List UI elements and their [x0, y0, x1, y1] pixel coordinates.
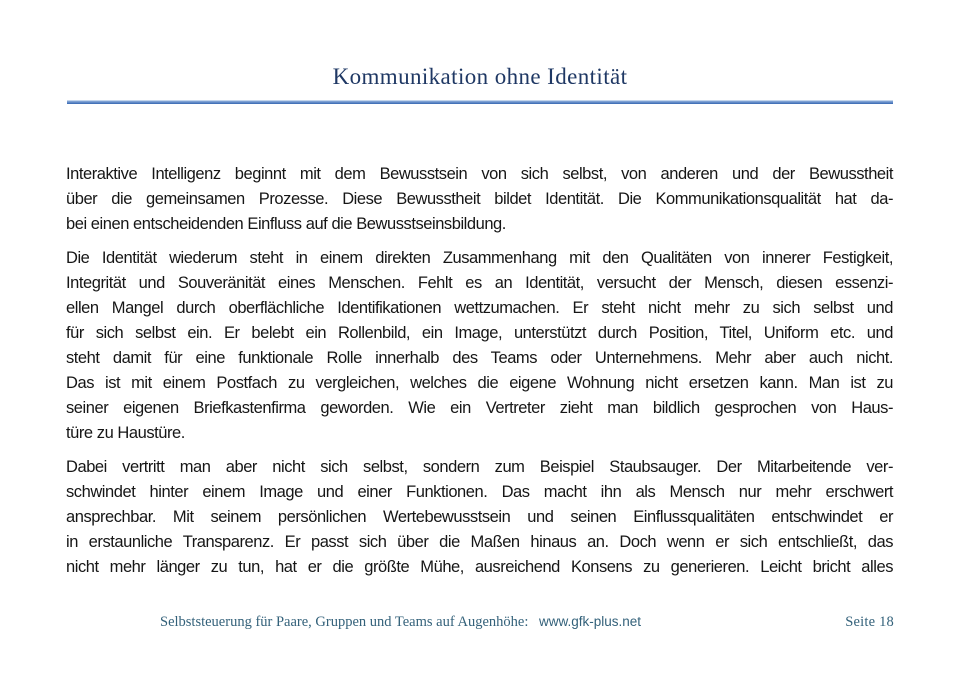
text-line: über die gemeinsamen Prozesse. Diese Bewusstheit bildet Identität. Die Kommunikationsqualität hat da- — [66, 190, 893, 208]
text-line: ellen Mangel durch oberflächliche Identifikationen wettzumachen. Er steht nicht mehr zu sich selbst und — [66, 299, 893, 317]
text-line: Integrität und Souveränität eines Menschen. Fehlt es an Identität, versucht der Mensch, diesen essenzi- — [66, 274, 893, 292]
text-line: steht damit für eine funktionale Rolle innerhalb des Teams oder Unternehmens. Mehr aber auch nicht. — [66, 349, 893, 367]
page-number: Seite 18 — [845, 614, 894, 630]
footer-tagline — [66, 614, 641, 631]
text-line: ansprechbar. Mit seinem persönlichen Wertebewusstsein und seinen Einflussqualitäten entschwindet er — [66, 508, 893, 526]
text-line: seiner eigenen Briefkastenfirma geworden. Wie ein Vertreter zieht man bildlich gesprochen von Haus- — [66, 399, 893, 417]
footer-website-link[interactable]: www.gfk-plus.net — [539, 614, 642, 629]
text-line: nicht mehr länger zu tun, hat er die größte Mühe, ausreichend Konsens zu generieren. Leicht bricht alles — [66, 558, 893, 576]
text-line: türe zu Haustüre. — [66, 424, 185, 442]
paragraph — [66, 246, 893, 446]
text-line: Interaktive Intelligenz beginnt mit dem Bewusstsein von sich selbst, von anderen und der Bewusstheit — [66, 165, 893, 183]
title-divider-rule — [67, 100, 893, 104]
footer-tagline-text: Selbststeuerung für Paare, Gruppen und Teams auf Augenhöhe: — [160, 614, 529, 630]
text-line: schwindet hinter einem Image und einer Funktionen. Das macht ihn als Mensch nur mehr erschwert — [66, 483, 893, 501]
body-text — [66, 162, 893, 589]
text-line: Dabei vertritt man aber nicht sich selbst, sondern zum Beispiel Staubsauger. Der Mitarbeitende ver- — [66, 458, 893, 476]
text-line: bei einen entscheidenden Einfluss auf die Bewusstseinsbildung. — [66, 215, 506, 233]
text-line: Das ist mit einem Postfach zu vergleichen, welches die eigene Wohnung nicht ersetzen kann. Man ist zu — [66, 374, 893, 392]
paragraph — [66, 455, 893, 580]
text-line: für sich selbst ein. Er belebt ein Rollenbild, ein Image, unterstützt durch Position, Titel, Uniform etc. und — [66, 324, 893, 342]
text-line: Die Identität wiederum steht in einem direkten Zusammenhang mit den Qualitäten von innerer Festigkeit, — [66, 249, 893, 267]
page-title: Kommunikation ohne Identität — [332, 64, 628, 89]
page-footer — [66, 614, 894, 631]
text-line: in erstaunliche Transparenz. Er passt sich über die Maßen hinaus an. Doch wenn er sich entschließt, das — [66, 533, 893, 551]
paragraph — [66, 162, 893, 237]
